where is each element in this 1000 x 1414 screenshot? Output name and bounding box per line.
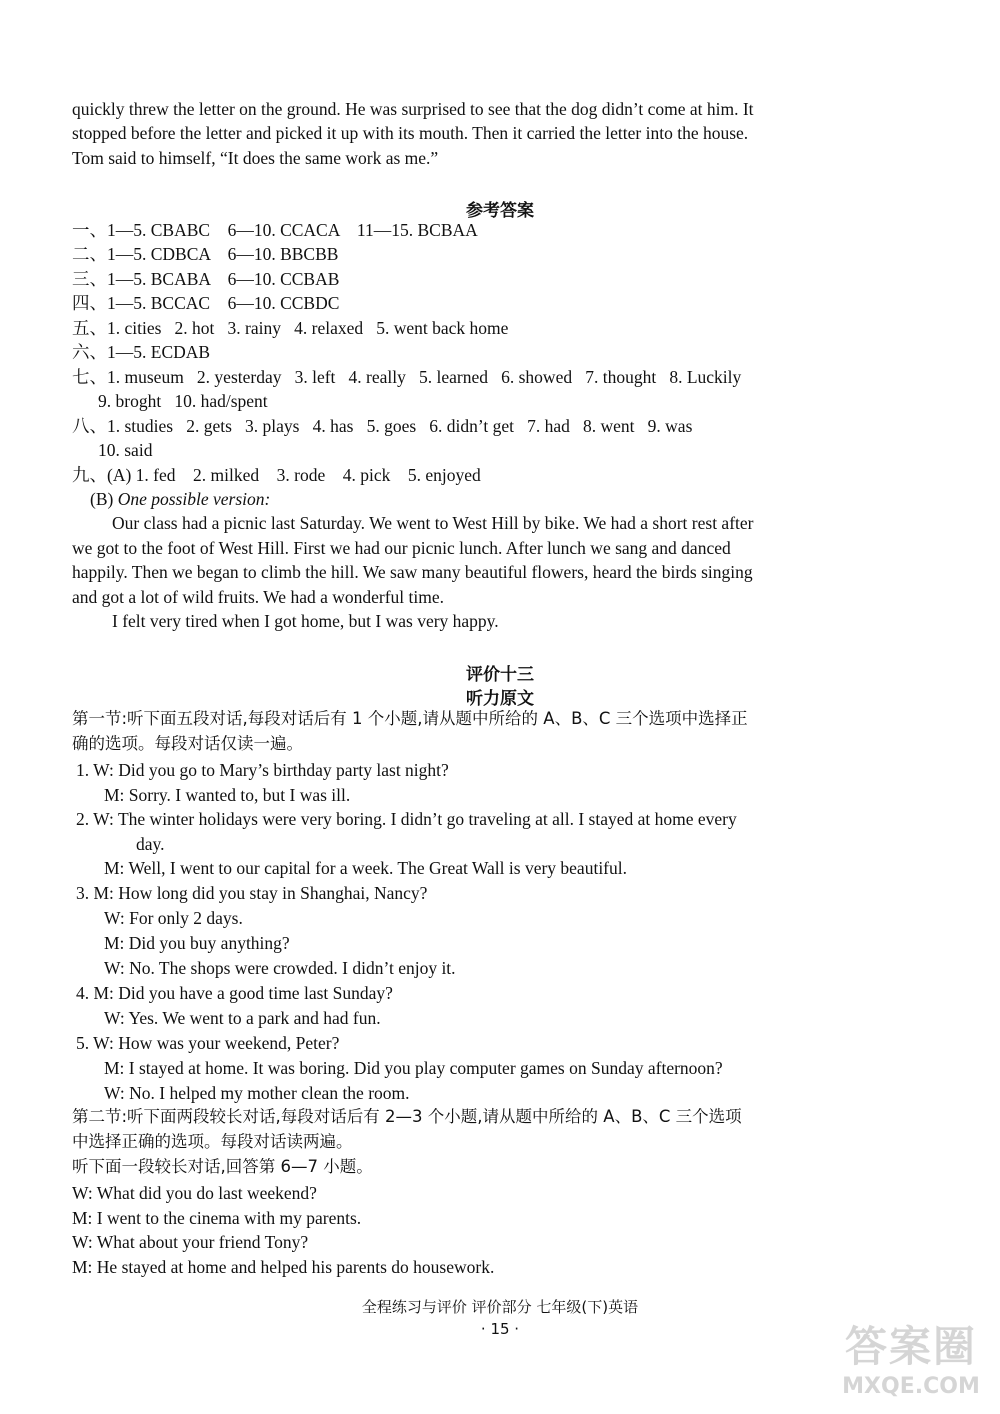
answer-line: 七、1. museum 2. yesterday 3. left 4. really 5. learned 6. showed 7. thought 8. Luckily bbox=[72, 367, 742, 387]
dialogue-line: 3. M: How long did you stay in Shanghai, Nancy? bbox=[76, 883, 428, 903]
essay-line: and got a lot of wild fruits. We had a wonderful time. bbox=[72, 587, 445, 607]
intro-line: quickly threw the letter on the ground. He was surprised to see that the dog didn’t come at him. It bbox=[72, 99, 754, 119]
dialogue-line: W: No. I helped my mother clean the room. bbox=[104, 1083, 410, 1103]
section-title: 评价十三 bbox=[466, 665, 534, 685]
dialogue-line: 2. W: The winter holidays were very boring. I didn’t go traveling at all. I stayed at home every bbox=[76, 809, 737, 829]
section-subtitle: 听力原文 bbox=[466, 689, 534, 709]
dialogue-line: W: For only 2 days. bbox=[104, 908, 243, 928]
instruction-line: 第一节:听下面五段对话,每段对话后有 1 个小题,请从题中所给的 A、B、C 三个选项中选择正 bbox=[72, 709, 748, 728]
answers-title: 参考答案 bbox=[466, 201, 534, 221]
dialogue-line: W: What did you do last weekend? bbox=[72, 1183, 317, 1203]
answer-line: 四、1—5. BCCAC 6—10. CCBDC bbox=[72, 293, 340, 313]
answer-line: 九、(A) 1. fed 2. milked 3. rode 4. pick 5. enjoyed bbox=[72, 465, 481, 485]
dialogue-line: W: No. The shops were crowded. I didn’t enjoy it. bbox=[104, 958, 456, 978]
instruction-line: 确的选项。每段对话仅读一遍。 bbox=[72, 734, 303, 753]
dialogue-line: M: I went to the cinema with my parents. bbox=[72, 1208, 362, 1228]
dialogue-line: M: He stayed at home and helped his parents do housework. bbox=[72, 1257, 495, 1277]
answer-line: 9. broght 10. had/spent bbox=[98, 391, 268, 411]
essay-line: Our class had a picnic last Saturday. We went to West Hill by bike. We had a short rest after bbox=[112, 513, 754, 533]
dialogue-line: M: Well, I went to our capital for a week. The Great Wall is very beautiful. bbox=[104, 858, 627, 878]
dialogue-line: 1. W: Did you go to Mary’s birthday party last night? bbox=[76, 760, 449, 780]
part-b-label: (B) bbox=[90, 489, 114, 509]
intro-line: Tom said to himself, “It does the same work as me.” bbox=[72, 148, 439, 168]
essay-line: we got to the foot of West Hill. First we had our picnic lunch. After lunch we sang and danced bbox=[72, 538, 731, 558]
answer-line: 六、1—5. ECDAB bbox=[72, 342, 211, 362]
essay-line: happily. Then we began to climb the hill. We saw many beautiful flowers, heard the birds singing bbox=[72, 562, 753, 582]
instruction-line: 中选择正确的选项。每段对话读两遍。 bbox=[72, 1132, 353, 1151]
answer-line: 五、1. cities 2. hot 3. rainy 4. relaxed 5. went back home bbox=[72, 318, 509, 338]
essay-line: I felt very tired when I got home, but I was very happy. bbox=[112, 611, 499, 631]
watermark-url: MXQE.COM bbox=[842, 1374, 980, 1399]
version-label: One possible version: bbox=[117, 489, 271, 509]
answer-line: 10. said bbox=[98, 440, 153, 460]
dialogue-line: W: What about your friend Tony? bbox=[72, 1232, 309, 1252]
dialogue-line: day. bbox=[136, 834, 165, 854]
intro-line: stopped before the letter and picked it up with its mouth. Then it carried the letter into the house. bbox=[72, 123, 749, 143]
dialogue-line: M: Sorry. I wanted to, but I was ill. bbox=[104, 785, 351, 805]
watermark-logo: 答案圈 bbox=[844, 1322, 977, 1371]
watermark bbox=[836, 1314, 986, 1404]
instruction-line: 第二节:听下面两段较长对话,每段对话后有 2—3 个小题,请从题中所给的 A、B、C 三个选项 bbox=[72, 1107, 742, 1126]
dialogue-line: 5. W: How was your weekend, Peter? bbox=[76, 1033, 340, 1053]
answer-line: 三、1—5. BCABA 6—10. CCBAB bbox=[72, 269, 340, 289]
page-number: · 15 · bbox=[480, 1320, 520, 1338]
dialogue-line: M: Did you buy anything? bbox=[104, 933, 290, 953]
dialogue-line: 4. M: Did you have a good time last Sunday? bbox=[76, 983, 393, 1003]
answer-line: 一、1—5. CBABC 6—10. CCACA 11—15. BCBAA bbox=[72, 220, 478, 240]
answer-line: 二、1—5. CDBCA 6—10. BBCBB bbox=[72, 244, 339, 264]
version-line bbox=[90, 488, 270, 510]
instruction-line: 听下面一段较长对话,回答第 6—7 小题。 bbox=[72, 1157, 373, 1176]
dialogue-line: W: Yes. We went to a park and had fun. bbox=[104, 1008, 381, 1028]
answer-line: 八、1. studies 2. gets 3. plays 4. has 5. goes 6. didn’t get 7. had 8. went 9. was bbox=[72, 416, 693, 436]
footer-book: 全程练习与评价 评价部分 七年级(下)英语 bbox=[361, 1298, 639, 1316]
dialogue-line: M: I stayed at home. It was boring. Did you play computer games on Sunday afternoon? bbox=[104, 1058, 723, 1078]
